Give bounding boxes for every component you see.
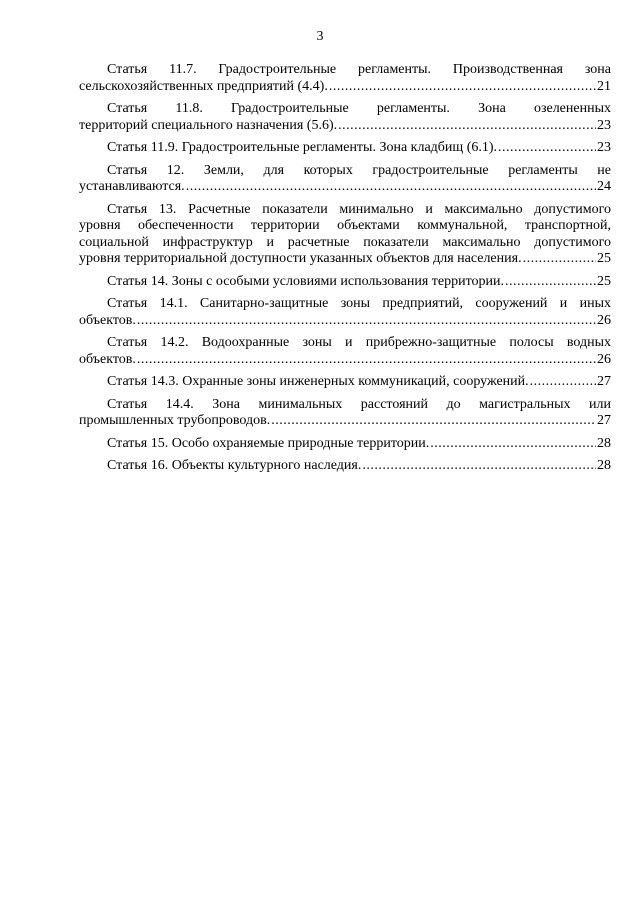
- toc-entry-text: Статья 13. Расчетные показатели минимально и максимально допустимого: [107, 201, 611, 217]
- toc-page-number: 27: [597, 374, 611, 389]
- toc-entry-text: Статья 14.1. Санитарно-защитные зоны предприятий, сооружений и иных: [107, 296, 611, 311]
- toc-entry-text: промышленных трубопроводов.: [79, 413, 271, 428]
- dot-leader: [505, 274, 596, 291]
- dot-leader: [523, 251, 596, 268]
- dot-leader: [362, 458, 596, 475]
- toc-page-number: 27: [597, 413, 611, 428]
- toc-entry-text: Статья 14.4. Зона минимальных расстояний до магистральных или: [107, 396, 611, 412]
- table-of-contents: [79, 62, 611, 481]
- toc-page-number: 28: [597, 435, 611, 451]
- dot-leader: [329, 79, 596, 96]
- toc-entry-text: Статья 14.2. Водоохранные зоны и прибрежно-защитные полосы водных: [107, 335, 611, 350]
- toc-entry-text: территорий специального назначения (5.6).: [79, 117, 338, 133]
- toc-page-number: 24: [597, 179, 611, 194]
- toc-entry-text: Статья 16. Объекты культурного наследия.: [107, 458, 362, 473]
- toc-entry[interactable]: [79, 62, 611, 95]
- toc-page-number: 25: [597, 273, 611, 289]
- toc-entry-text: устанавливаются.: [79, 179, 185, 194]
- toc-entry[interactable]: [79, 274, 611, 291]
- toc-page-number: 23: [597, 117, 611, 133]
- toc-entry-text: Статья 14. Зоны с особыми условиями использования территории.: [107, 273, 505, 289]
- toc-entry[interactable]: [79, 458, 611, 475]
- toc-entry[interactable]: [79, 296, 611, 329]
- toc-entry-text: объектов.: [79, 312, 136, 328]
- toc-page-number: 21: [597, 78, 611, 94]
- toc-entry[interactable]: [79, 140, 611, 157]
- toc-entry-text: сельскохозяйственных предприятий (4.4).: [79, 78, 328, 94]
- toc-entry-text: Статья 11.8. Градостроительные регламенты. Зона озелененных: [107, 101, 611, 116]
- dot-leader: [186, 179, 596, 196]
- toc-entry-text: уровня обеспеченности территории объектами коммунальной, транспортной,: [79, 218, 611, 233]
- dot-leader: [137, 352, 596, 369]
- dot-leader: [430, 436, 596, 453]
- toc-page-number: 25: [597, 251, 611, 266]
- toc-page-number: 28: [597, 458, 611, 473]
- page-number: 3: [316, 29, 324, 44]
- toc-entry[interactable]: [79, 163, 611, 196]
- dot-leader: [338, 118, 596, 135]
- toc-entry[interactable]: [79, 436, 611, 453]
- toc-entry[interactable]: [79, 335, 611, 368]
- toc-entry-text: уровня территориальной доступности указанных объектов для населения.: [79, 251, 522, 266]
- toc-page-number: 26: [597, 351, 611, 367]
- dot-leader: [530, 374, 596, 391]
- toc-page-number: 23: [597, 140, 611, 155]
- toc-entry[interactable]: [79, 101, 611, 134]
- dot-leader: [271, 413, 596, 430]
- toc-entry-text: Статья 14.3. Охранные зоны инженерных коммуникаций, сооружений.: [107, 374, 529, 389]
- toc-entry-text: Статья 15. Особо охраняемые природные территории.: [107, 435, 430, 451]
- toc-entry-text: объектов.: [79, 351, 136, 367]
- dot-leader: [498, 140, 596, 157]
- toc-entry-text: Статья 12. Земли, для которых градостроительные регламенты не: [107, 162, 611, 178]
- dot-leader: [137, 313, 596, 330]
- toc-entry-text: Статья 11.9. Градостроительные регламенты. Зона кладбищ (6.1).: [107, 140, 498, 155]
- toc-entry[interactable]: [79, 374, 611, 391]
- toc-page-number: 26: [597, 312, 611, 328]
- toc-entry-text: Статья 11.7. Градостроительные регламенты. Производственная зона: [107, 62, 611, 77]
- toc-entry-text: социальной инфраструктур и расчетные показатели максимально допустимого: [79, 234, 611, 250]
- toc-entry[interactable]: [79, 202, 611, 268]
- toc-entry[interactable]: [79, 397, 611, 430]
